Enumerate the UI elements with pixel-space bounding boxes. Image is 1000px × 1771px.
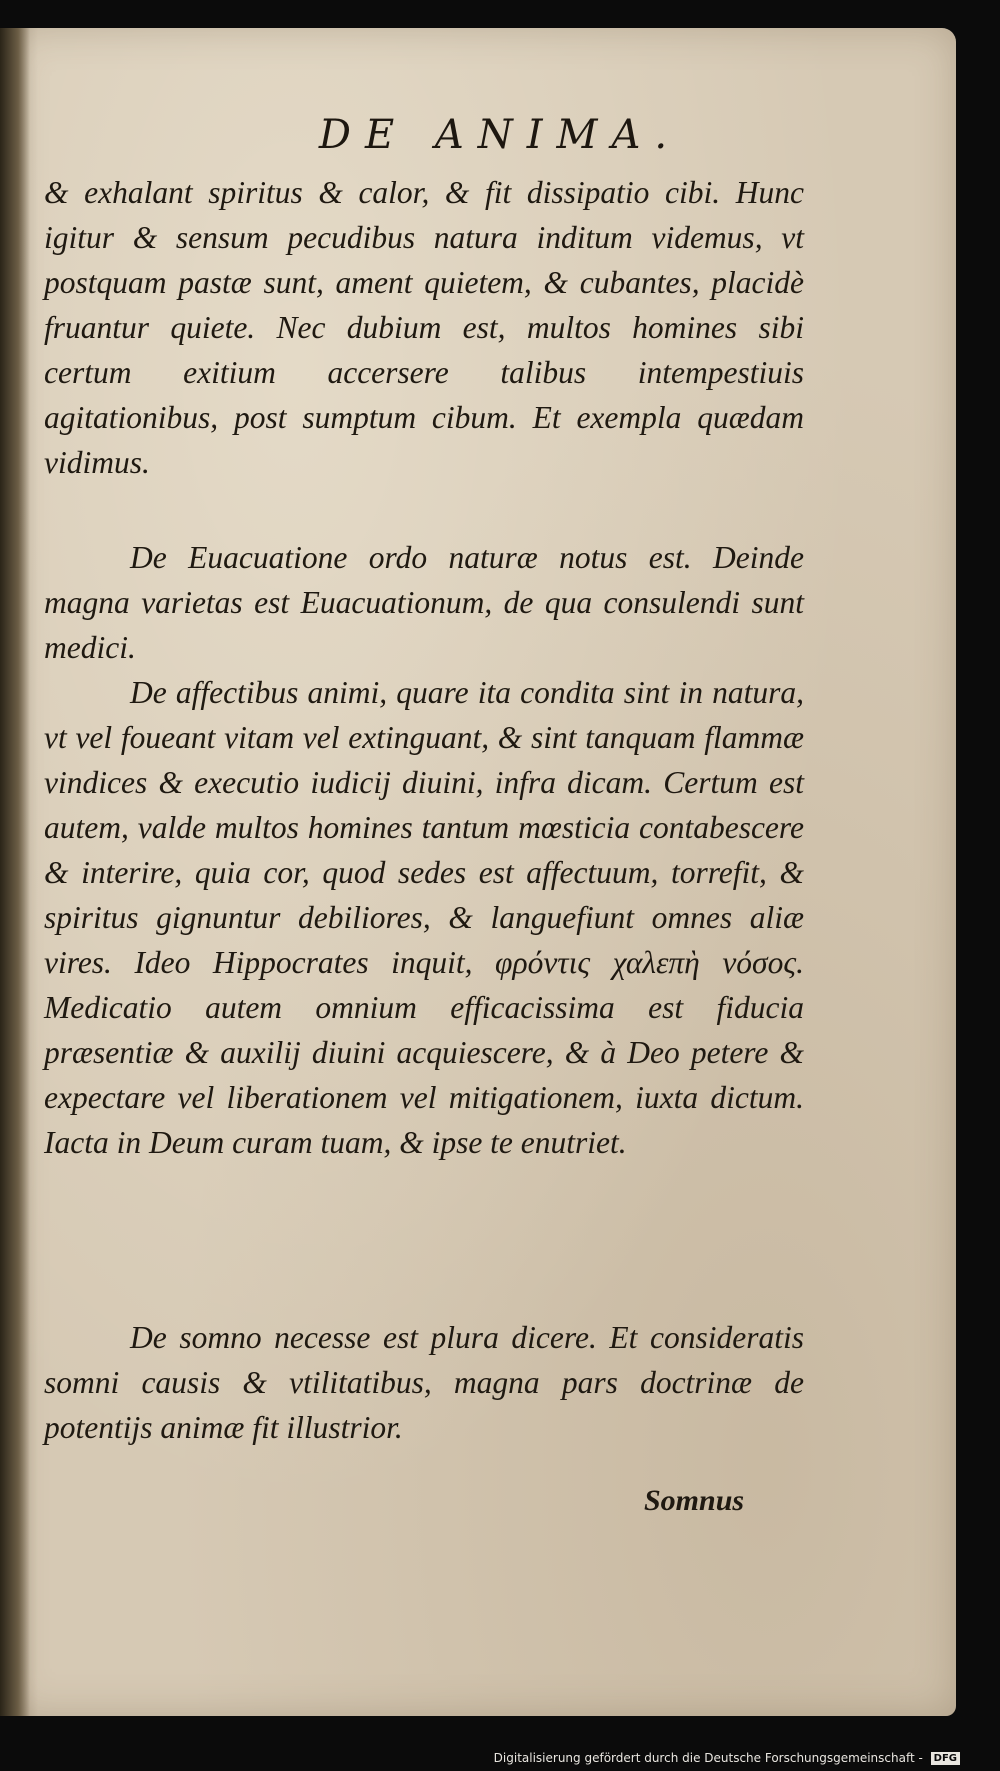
text-block-somno — [44, 1315, 804, 1450]
text-block-continuation — [44, 170, 804, 485]
running-head: DE ANIMA. — [318, 112, 682, 158]
catchword: Somnus — [644, 1484, 745, 1517]
paragraph: & exhalant spiritus & calor, & fit dissipatio cibi. Hunc igitur & sensum pecudibus natura inditum videmus, vt postquam pastæ sunt, ament quietem, & cubantes, placidè fruantur quiete. Nec dubium est, multos homines sibi certum exitium accersere talibus intempestiuis agitationibus, post sumptum cibum. Et exempla quædam vidimus. — [44, 175, 804, 480]
text-block-main — [44, 535, 804, 1165]
paragraph: De affectibus animi, quare ita condita sint in natura, vt vel foueant vitam vel extinguant, & sint tanquam flammæ vindices & executio iudicij diuini, infra dicam. Certum est autem, valde multos homines tantum mœsticia contabescere & interire, quia cor, quod sedes est affectuum, torrefit, & spiritus gignuntur debiliores, & languefiunt omnes aliæ vires. Ideo Hippocrates inquit, φρόντις χαλεπὴ νόσος. Medicatio autem omnium efficacissima est fiducia præsentiæ & auxilij diuini acquiescere, & à Deo petere & expectare vel liberationem vel mitigationem, iuxta dictum. Iacta in Deum curam tuam, & ipse te enutriet. — [44, 675, 804, 1160]
paragraph: De somno necesse est plura dicere. Et consideratis somni causis & vtilitatibus, magna pars doctrinæ de potentijs animæ fit illustrior. — [44, 1320, 804, 1445]
dfg-logo-icon: DFG — [931, 1752, 960, 1765]
binding-gutter — [0, 28, 30, 1716]
credit-text: Digitalisierung gefördert durch die Deutsche Forschungsgemeinschaft - — [493, 1751, 923, 1765]
paragraph: De Euacuatione ordo naturæ notus est. Deinde magna varietas est Euacuationum, de qua consulendi sunt medici. — [44, 540, 804, 665]
digitization-credit — [494, 1751, 960, 1765]
